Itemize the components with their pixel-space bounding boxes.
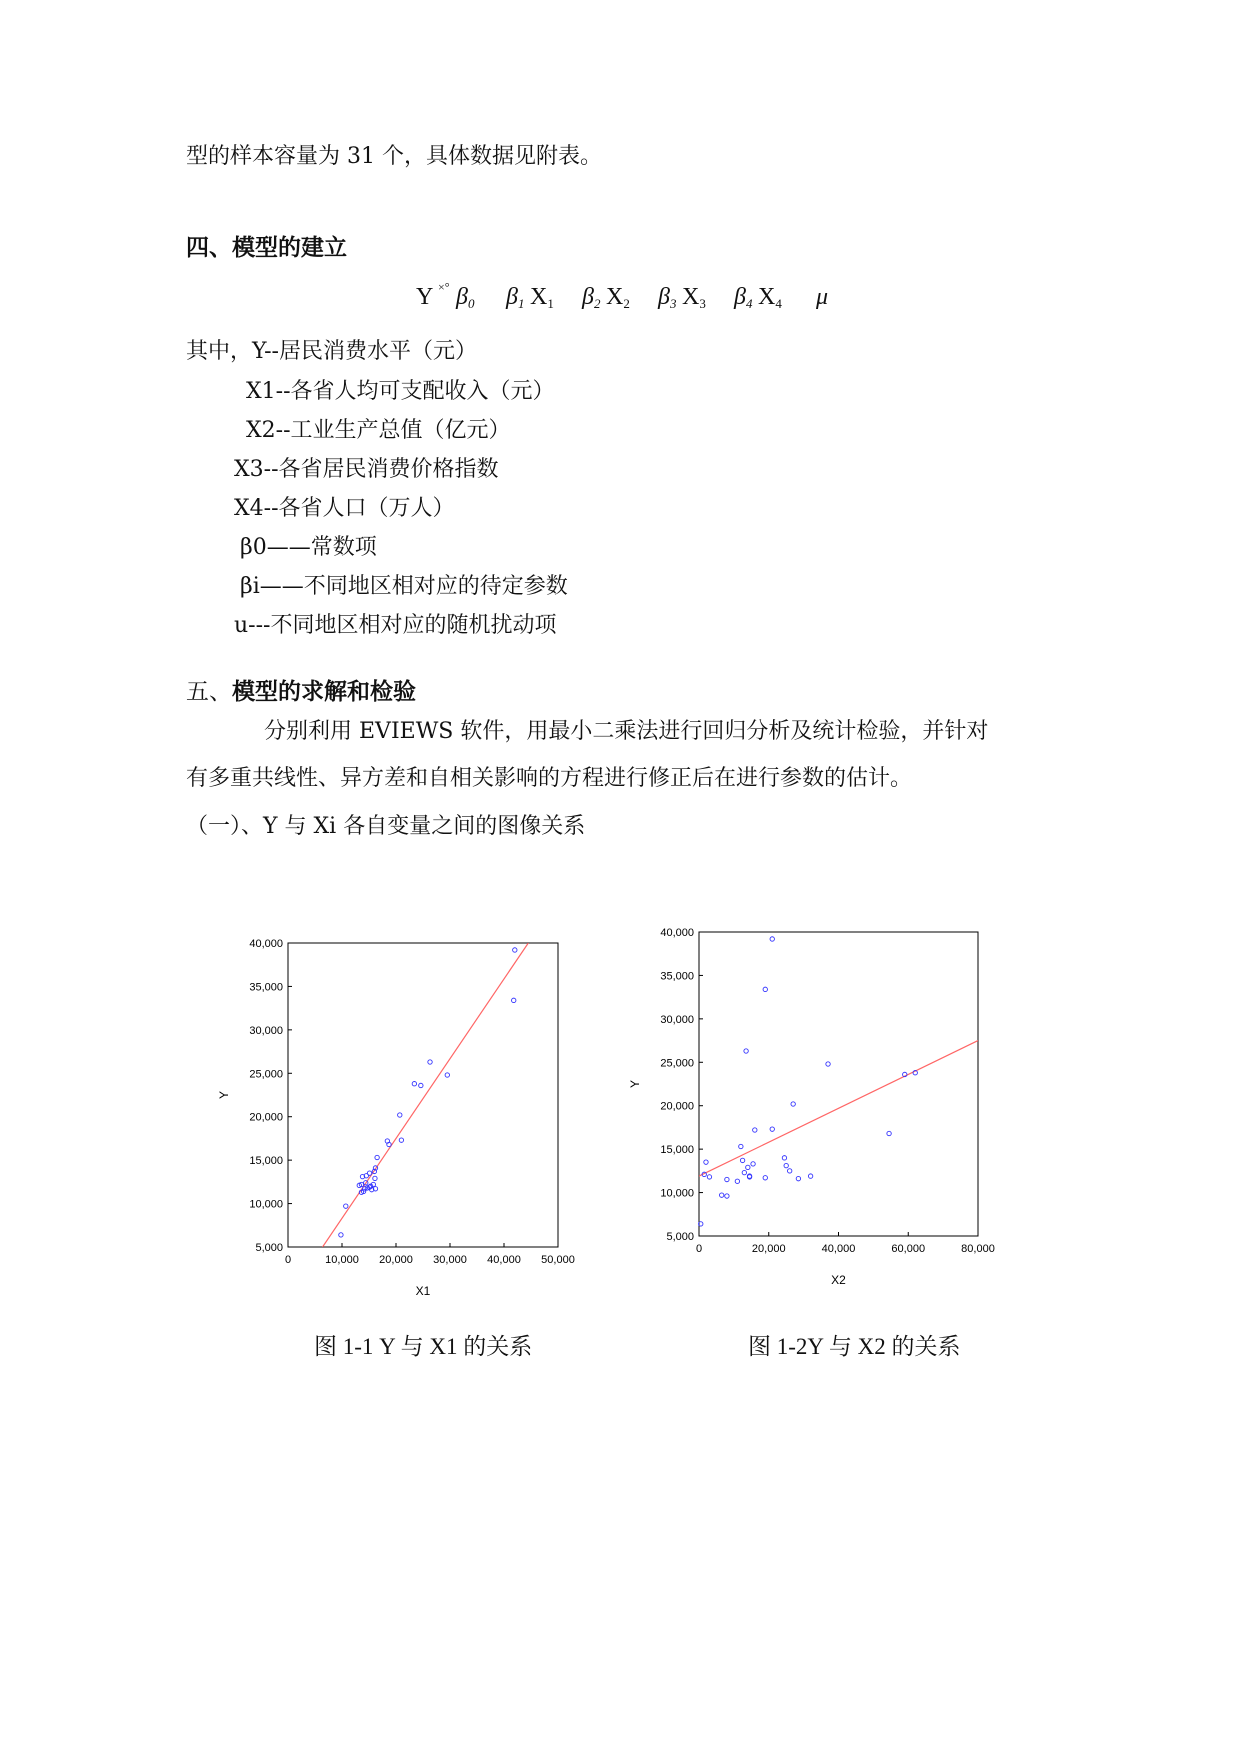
chart2-point — [791, 1102, 795, 1106]
chart2-ytick-label: 20,000 — [660, 1100, 694, 1113]
chart2-point — [787, 1169, 791, 1173]
chart1-xtick-label: 40,000 — [487, 1254, 521, 1266]
chart2-point — [808, 1174, 812, 1178]
variable-def-beta0: β0——常数项 — [240, 535, 377, 560]
chart1-xtick-label: 0 — [284, 1254, 292, 1266]
chart1-xtick-label: 20,000 — [379, 1254, 413, 1266]
chart1-ytick-label: 25,000 — [249, 1068, 283, 1081]
figure-caption-1: 图 1-1 Y 与 X1 的关系 — [314, 1334, 533, 1359]
chart2-point — [751, 1162, 755, 1166]
chart1-point — [513, 948, 517, 952]
chart2-point — [763, 987, 767, 991]
chart2-point — [887, 1131, 891, 1135]
chart2-point — [742, 1170, 746, 1174]
scatter-chart-y-x2-svg — [620, 905, 1000, 1305]
chart1-point — [428, 1060, 432, 1064]
chart2-point — [704, 1160, 708, 1164]
chart2-point — [753, 1128, 757, 1132]
chart1-xlabel: X1 — [415, 1284, 431, 1298]
chart2-point — [719, 1193, 723, 1197]
chart2-ytick-label: 40,000 — [660, 927, 694, 939]
chart1-ytick-label: 5,000 — [255, 1242, 283, 1254]
chart2-point — [770, 1127, 774, 1131]
chart1-ytick-label: 20,000 — [249, 1111, 283, 1124]
scatter-chart-y-x1 — [217, 915, 588, 1305]
chart2-ylabel: Y — [628, 1079, 642, 1089]
chart2-ytick-label: 5,000 — [666, 1231, 694, 1243]
eq-beta4: $\beta_4$ — [734, 284, 753, 311]
variable-def-betai: βi——不同地区相对应的待定参数 — [240, 574, 568, 599]
chart2-xtick-label: 0 — [695, 1243, 703, 1255]
chart2-ytick-label: 15,000 — [660, 1144, 694, 1157]
chart2-point — [725, 1194, 729, 1198]
chart2-xtick-label: 20,000 — [751, 1243, 786, 1255]
chart2-point — [784, 1163, 788, 1167]
chart2-fit-line — [699, 1041, 978, 1176]
chart1-point — [512, 998, 516, 1002]
scatter-chart-y-x2 — [620, 905, 1000, 1305]
chart2-xtick-label: 80,000 — [961, 1243, 995, 1255]
chart1-ytick-label: 30,000 — [249, 1024, 283, 1037]
eq-x1: $X_1$ — [530, 284, 554, 311]
eq-mu: μ — [816, 284, 829, 310]
chart1-xtick-label: 30,000 — [433, 1254, 467, 1266]
chart1-frame — [288, 943, 558, 1247]
chart1-xtick-label: 50,000 — [541, 1254, 575, 1266]
chart1-point — [375, 1155, 379, 1159]
variable-def-u: u---不同地区相对应的随机扰动项 — [234, 613, 557, 638]
chart2-point — [735, 1179, 739, 1183]
chart2-point — [725, 1177, 729, 1181]
chart1-ytick-label: 40,000 — [249, 938, 283, 950]
chart2-point — [707, 1175, 711, 1179]
chart2-ytick-label: 35,000 — [660, 970, 694, 983]
chart1-point — [399, 1138, 403, 1142]
chart2-xtick-label: 60,000 — [891, 1243, 926, 1255]
chart1-ytick-label: 15,000 — [249, 1155, 283, 1168]
eq-y: Y — [416, 284, 434, 310]
variable-def-y: 其中，Y--居民消费水平（元） — [186, 339, 477, 364]
chart1-ylabel: Y — [217, 1090, 231, 1100]
variable-def-x4: X4--各省人口（万人） — [234, 496, 455, 521]
figure-caption-2: 图 1-2Y 与 X2 的关系 — [748, 1334, 961, 1359]
chart2-point — [826, 1062, 830, 1066]
text-paragraph-sample: 型的样本容量为 31 个，具体数据见附表。 — [186, 144, 602, 169]
variable-def-x3: X3--各省居民消费价格指数 — [234, 457, 499, 482]
chart1-point — [339, 1233, 343, 1237]
chart2-xtick-label: 40,000 — [821, 1243, 856, 1255]
chart1-xtick-label: 10,000 — [325, 1254, 359, 1266]
chart1-ytick-label: 10,000 — [249, 1198, 283, 1211]
chart2-point — [796, 1176, 800, 1180]
chart1-point — [373, 1176, 377, 1180]
text-paragraph-method-1: 分别利用 EVIEWS 软件，用最小二乘法进行回归分析及统计检验，并针对 — [264, 719, 989, 744]
section-heading-solve: 五、模型的求解和检验 — [186, 678, 416, 705]
scatter-chart-y-x1-svg — [217, 915, 588, 1305]
subheading-y-xi: （一）、Y 与 Xi 各自变量之间的图像关系 — [186, 814, 586, 839]
chart2-point — [739, 1144, 743, 1148]
chart2-point — [770, 937, 774, 941]
chart1-point — [412, 1082, 416, 1086]
eq-beta3: $\beta_3$ — [658, 284, 677, 311]
chart1-fit-line — [323, 943, 529, 1247]
chart2-xlabel: X2 — [831, 1273, 846, 1287]
text-paragraph-method-2: 有多重共线性、异方差和自相关影响的方程进行修正后在进行参数的估计。 — [186, 766, 913, 791]
eq-x4: $X_4$ — [758, 284, 782, 311]
eq-beta1: $\beta_1$ — [506, 284, 525, 311]
chart2-ytick-label: 25,000 — [660, 1057, 694, 1070]
section-heading-model-setup: 四、模型的建立 — [186, 234, 347, 261]
chart1-point — [344, 1204, 348, 1208]
eq-x3: $X_3$ — [682, 284, 706, 311]
variable-def-x1: X1--各省人均可支配收入（元） — [246, 379, 555, 404]
chart2-point — [744, 1049, 748, 1053]
chart2-point — [763, 1176, 767, 1180]
chart1-ytick-label: 35,000 — [249, 981, 283, 994]
chart2-point — [746, 1165, 750, 1169]
chart2-point — [740, 1158, 744, 1162]
eq-beta2: $\beta_2$ — [582, 284, 601, 311]
chart1-point — [398, 1113, 402, 1117]
chart2-ytick-label: 30,000 — [660, 1013, 694, 1026]
chart2-point — [782, 1156, 786, 1160]
eq-mark: ×° — [438, 280, 450, 294]
chart1-point — [419, 1083, 423, 1087]
eq-beta0: $\beta_0$ — [456, 284, 475, 311]
chart2-ytick-label: 10,000 — [660, 1187, 694, 1200]
chart2-frame — [699, 932, 978, 1236]
eq-x2: $X_2$ — [606, 284, 630, 311]
chart1-point — [445, 1073, 449, 1077]
variable-def-x2: X2--工业生产总值（亿元） — [246, 418, 511, 443]
